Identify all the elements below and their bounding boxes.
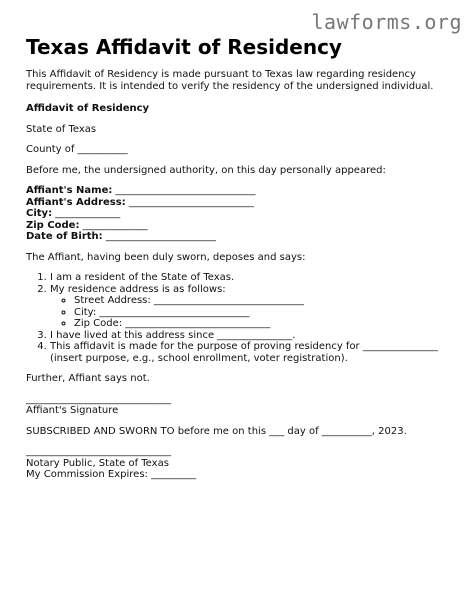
field-label: Date of Birth: <box>26 231 103 242</box>
field-affiant-address <box>26 197 462 209</box>
field-label: Affiant's Name: <box>26 185 113 196</box>
document-body <box>26 69 462 481</box>
field-label: Affiant's Address: <box>26 196 126 208</box>
appeared-line: Before me, the undersigned authority, on this day personally appeared: <box>26 164 386 176</box>
affiant-fields <box>26 185 462 243</box>
field-blank: _____________ <box>52 208 121 219</box>
state-line: State of Texas <box>26 123 97 135</box>
subscribed-line: SUBSCRIBED AND SWORN TO before me on this ___ day of __________, 2023. <box>26 425 407 437</box>
notary-signature-line: _____________________________ <box>26 446 171 457</box>
sublist-item: ◦ Zip Code: _____________________________ <box>74 318 462 330</box>
sublist-item: ◦ City: ______________________________ <box>74 307 462 319</box>
field-blank: _________________________ <box>125 196 254 208</box>
field-blank: ______________________ <box>102 231 216 242</box>
sublist-item: ◦ Street Address: ______________________________ <box>74 295 462 307</box>
field-zip-code <box>26 220 462 232</box>
field-blank: _____________ <box>79 219 148 231</box>
list-item-text: My residence address is as follows: <box>50 283 226 295</box>
field-affiant-name <box>26 185 462 197</box>
sworn-line: The Affiant, having been duly sworn, deposes and says: <box>26 251 306 263</box>
watermark: lawforms.org <box>311 10 462 34</box>
list-item: 1. I am a resident of the State of Texas. <box>50 272 462 284</box>
field-date-of-birth <box>26 231 462 243</box>
address-sublist <box>50 295 462 330</box>
affiant-signature-label: Affiant's Signature <box>26 405 119 416</box>
notary-label: Notary Public, State of Texas <box>26 457 169 469</box>
county-line: County of __________ <box>26 144 128 155</box>
statements-list <box>26 272 462 364</box>
list-item: 4. This affidavit is made for the purpose of proving residency for _______________ (insert purpose, e.g., school enrollment, voter registration). <box>50 341 462 364</box>
commission-line: My Commission Expires: _________ <box>26 469 197 480</box>
field-label: City: <box>26 208 53 219</box>
list-item: 3. I have lived at this address since _______________. <box>50 330 462 342</box>
list-item <box>50 284 462 330</box>
field-blank: ____________________________ <box>112 185 256 196</box>
field-city <box>26 208 462 220</box>
section-heading: Affidavit of Residency <box>26 103 150 114</box>
affiant-signature-line: _____________________________ <box>26 393 171 405</box>
intro-paragraph: This Affidavit of Residency is made pursuant to Texas law regarding residency requirements. It is intended to verify the residency of the undersigned individual. <box>26 69 434 92</box>
field-label: Zip Code: <box>26 219 80 231</box>
further-line: Further, Affiant says not. <box>26 373 150 384</box>
page-title: Texas Affidavit of Residency <box>26 35 342 59</box>
